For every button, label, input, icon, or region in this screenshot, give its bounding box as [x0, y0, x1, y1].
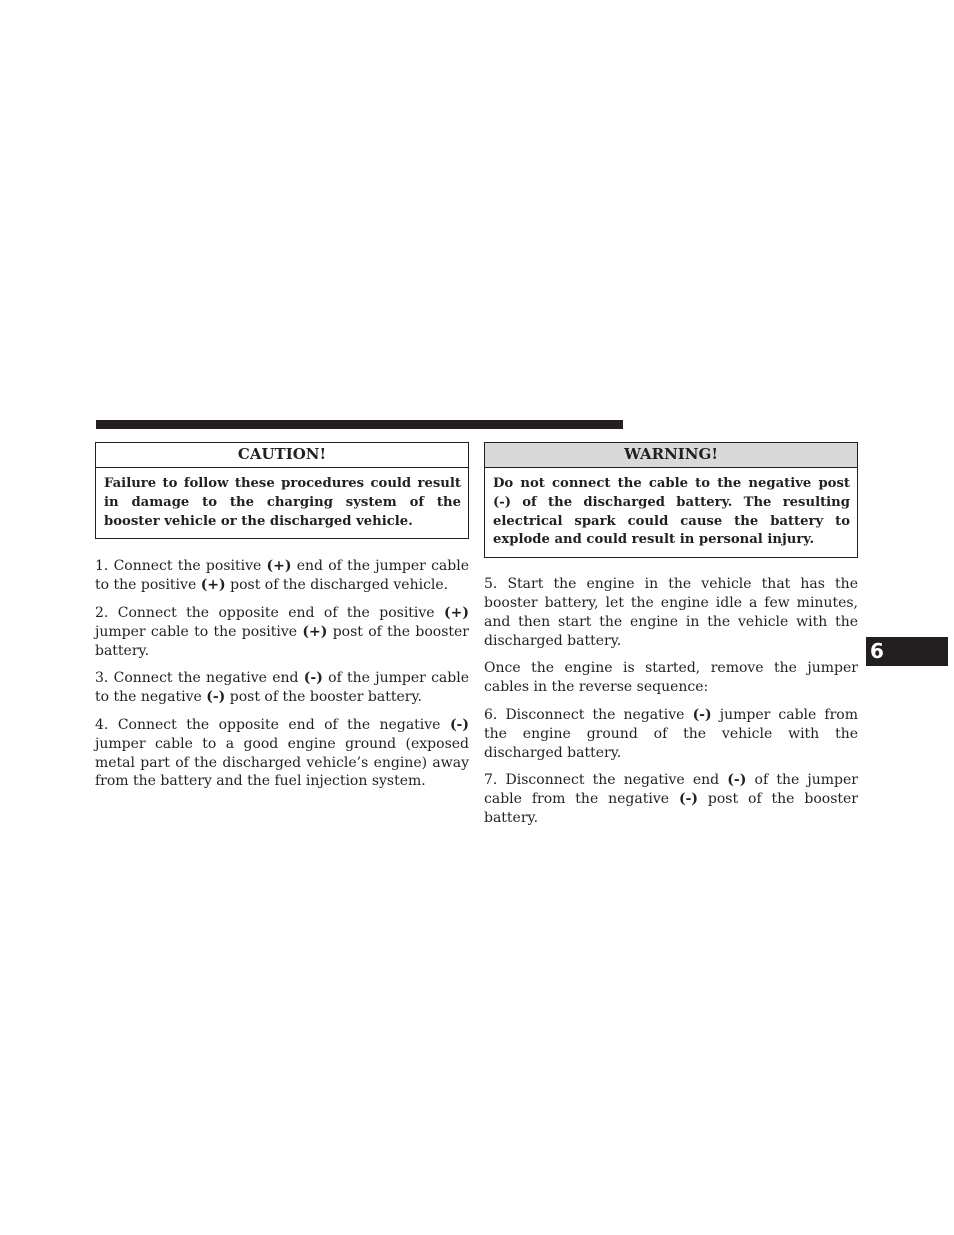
- warning-body: Do not connect the cable to the negative post (-) of the discharged battery. The resulting electrical spark could cause the battery to explode and could result in personal injury.: [493, 476, 850, 548]
- step-1: 1. Connect the positive (+) end of the jumper cable to the positive (+) post of the discharged vehicle.: [95, 558, 469, 594]
- right-column: [484, 442, 858, 828]
- section-header-rule: [96, 420, 623, 429]
- step-5: 5. Start the engine in the vehicle that has the booster battery, let the engine idle a few minutes, and then start the engine in the vehicle with the discharged battery.: [484, 576, 858, 649]
- left-column: [95, 442, 469, 791]
- step-2: 2. Connect the opposite end of the positive (+) jumper cable to the positive (+) post of the booster battery.: [95, 604, 469, 659]
- step-6: 6. Disconnect the negative (-) jumper cable from the engine ground of the vehicle with the discharged battery.: [484, 706, 859, 761]
- caution-body: Failure to follow these procedures could result in damage to the charging system of the booster vehicle or the discharged vehicle.: [104, 476, 461, 529]
- warning-box: [484, 442, 858, 558]
- caution-title: CAUTION!: [96, 443, 468, 468]
- chapter-tab: 6: [866, 637, 948, 666]
- removal-intro: Once the engine is started, remove the jumper cables in the reverse sequence:: [484, 660, 858, 696]
- warning-title: WARNING!: [485, 443, 857, 468]
- caution-box: [95, 442, 469, 539]
- step-4: 4. Connect the opposite end of the negative (-) jumper cable to a good engine ground (exposed metal part of the discharged vehicle’s engine) away from the battery and the fuel injection system.: [95, 716, 469, 790]
- step-3: 3. Connect the negative end (-) of the jumper cable to the negative (-) post of the booster battery.: [95, 670, 470, 706]
- step-7: 7. Disconnect the negative end (-) of the jumper cable from the negative (-) post of the booster battery.: [484, 772, 858, 826]
